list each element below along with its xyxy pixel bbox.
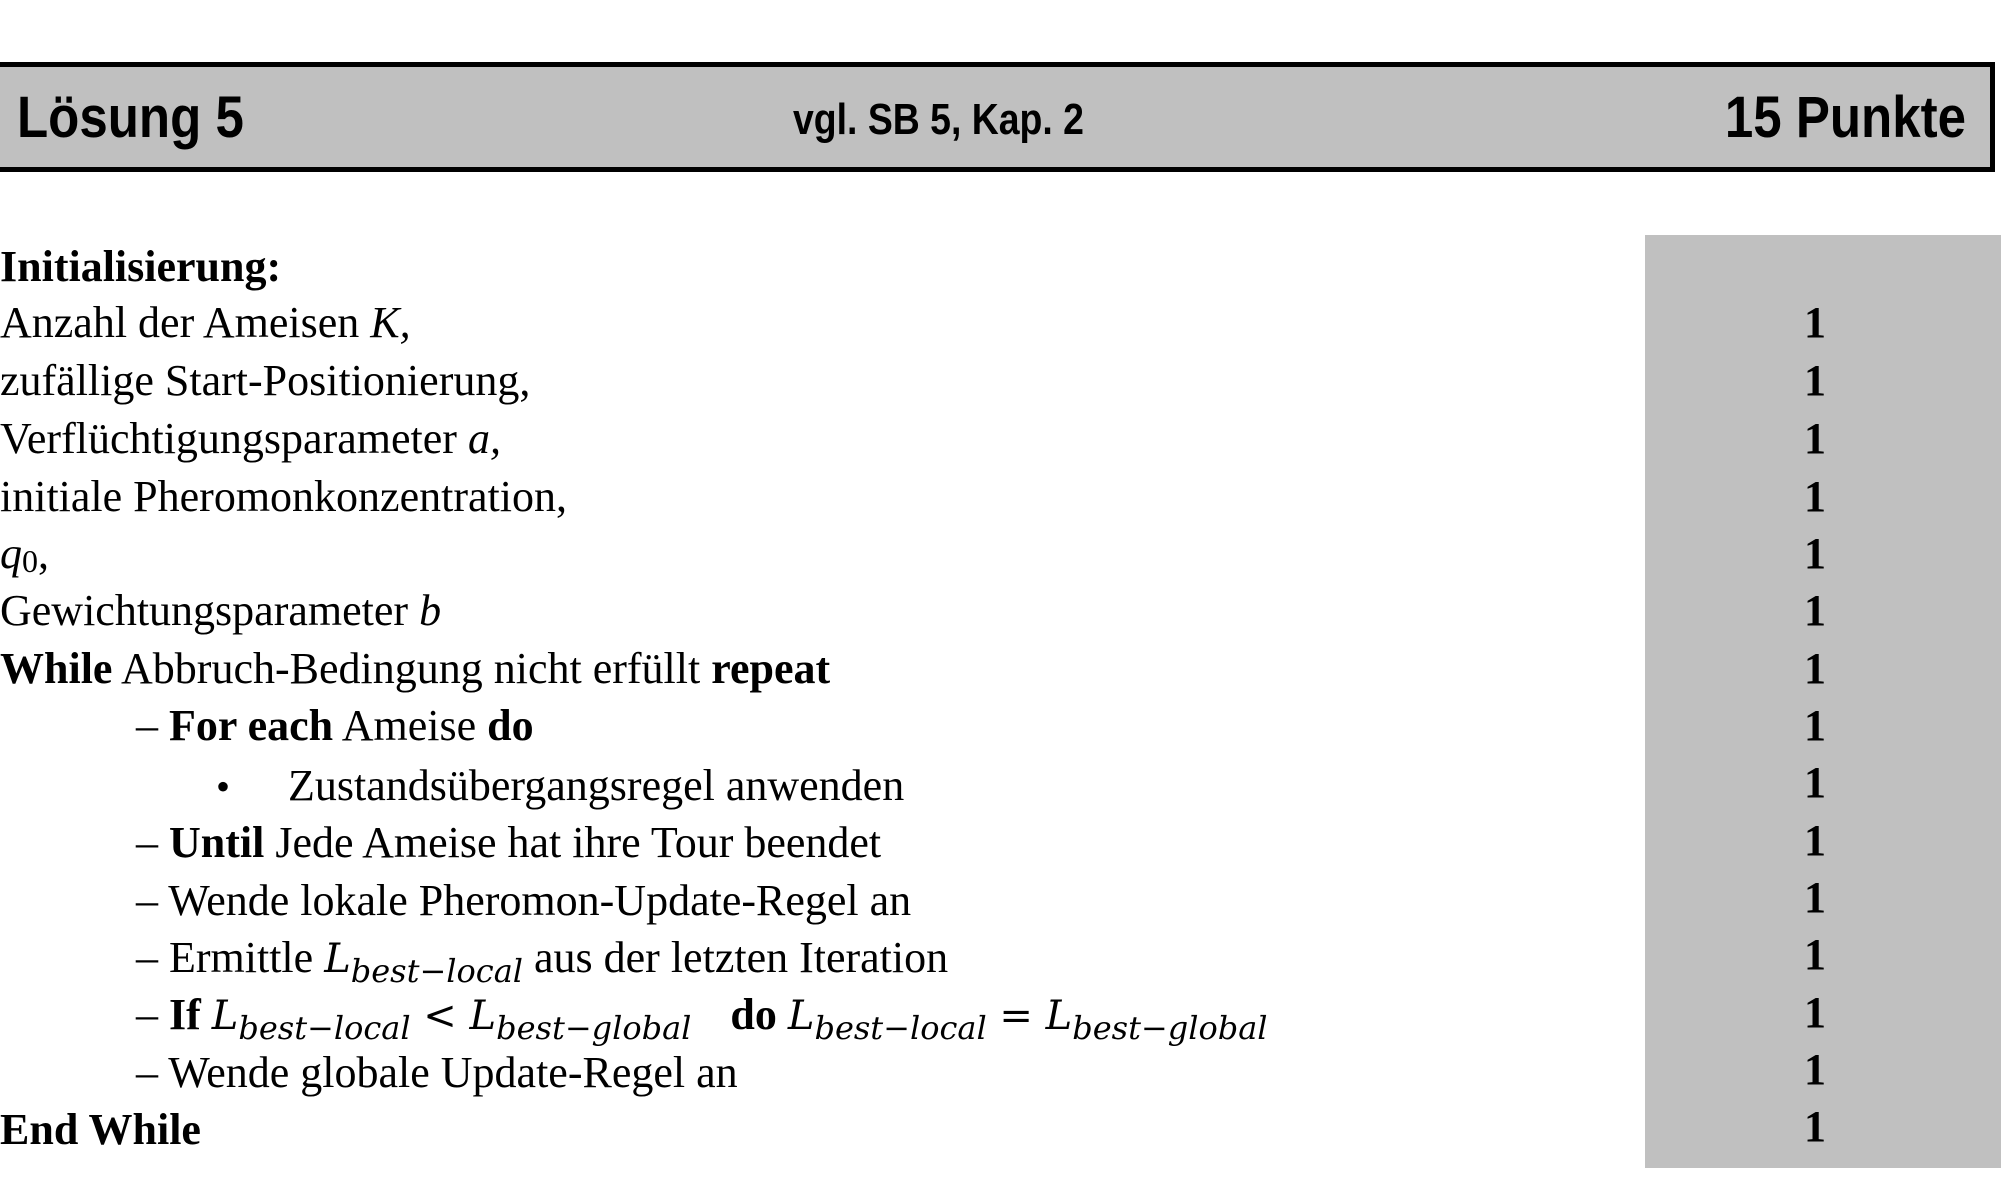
- line-score: 1: [1804, 930, 1826, 979]
- bullet-icon: •: [216, 764, 231, 809]
- solution-line: End While: [0, 1105, 201, 1154]
- solution-line: q0,: [0, 529, 49, 579]
- solution-header: [0, 62, 1995, 172]
- math-term: $L_{best-global}$: [469, 993, 692, 1047]
- reference-label: vgl. SB 5, Kap. 2: [793, 95, 1084, 144]
- solution-line: – Until Jede Ameise hat ihre Tour beendet: [136, 818, 882, 867]
- solution-line: Gewichtungsparameter b: [0, 586, 442, 635]
- total-points-label: 15 Punkte: [1724, 85, 1966, 150]
- line-score: 1: [1804, 1102, 1826, 1151]
- solution-line: • Zustandsübergangsregel anwenden: [216, 757, 904, 815]
- solution-line: – Wende lokale Pheromon-Update-Regel an: [136, 876, 912, 925]
- line-score: 1: [1804, 586, 1826, 635]
- line-score: 1: [1804, 298, 1826, 347]
- math-term: $L_{best-global}$: [1045, 993, 1268, 1047]
- solution-line: Anzahl der Ameisen K,: [0, 298, 411, 347]
- solution-line: – For each Ameise do: [136, 701, 534, 750]
- line-score: 1: [1804, 701, 1826, 750]
- line-score: 1: [1804, 356, 1826, 405]
- solution-line: – If $L_{best-local} < L_{best-global}$ do $L_{best-local} = L_{best-global}$: [136, 990, 1268, 1047]
- line-score: 1: [1804, 873, 1826, 922]
- math-term: $L_{best-local}$: [324, 936, 523, 990]
- line-score: 1: [1804, 472, 1826, 521]
- line-score: 1: [1804, 758, 1826, 807]
- math-term: $L_{best-local}$: [787, 993, 987, 1047]
- line-score: 1: [1804, 644, 1826, 693]
- solution-line: initiale Pheromonkonzentration,: [0, 472, 567, 521]
- solution-line: – Wende globale Update-Regel an: [136, 1048, 738, 1097]
- math-term: $L_{best-local}$: [211, 993, 411, 1047]
- solution-line: – Ermittle $L_{best-local}$ aus der letzten Iteration: [136, 933, 949, 990]
- solution-line: zufällige Start-Positionierung,: [0, 356, 531, 405]
- line-score: 1: [1804, 988, 1826, 1037]
- solution-line: While Abbruch-Bedingung nicht erfüllt repeat: [0, 644, 831, 693]
- solution-title: Lösung 5: [17, 85, 244, 150]
- line-score: 1: [1804, 1045, 1826, 1094]
- line-score: 1: [1804, 414, 1826, 463]
- solution-line: Verflüchtigungsparameter a,: [0, 414, 501, 463]
- section-heading-initialisierung: Initialisierung:: [0, 242, 282, 291]
- line-score: 1: [1804, 529, 1826, 578]
- line-score: 1: [1804, 816, 1826, 865]
